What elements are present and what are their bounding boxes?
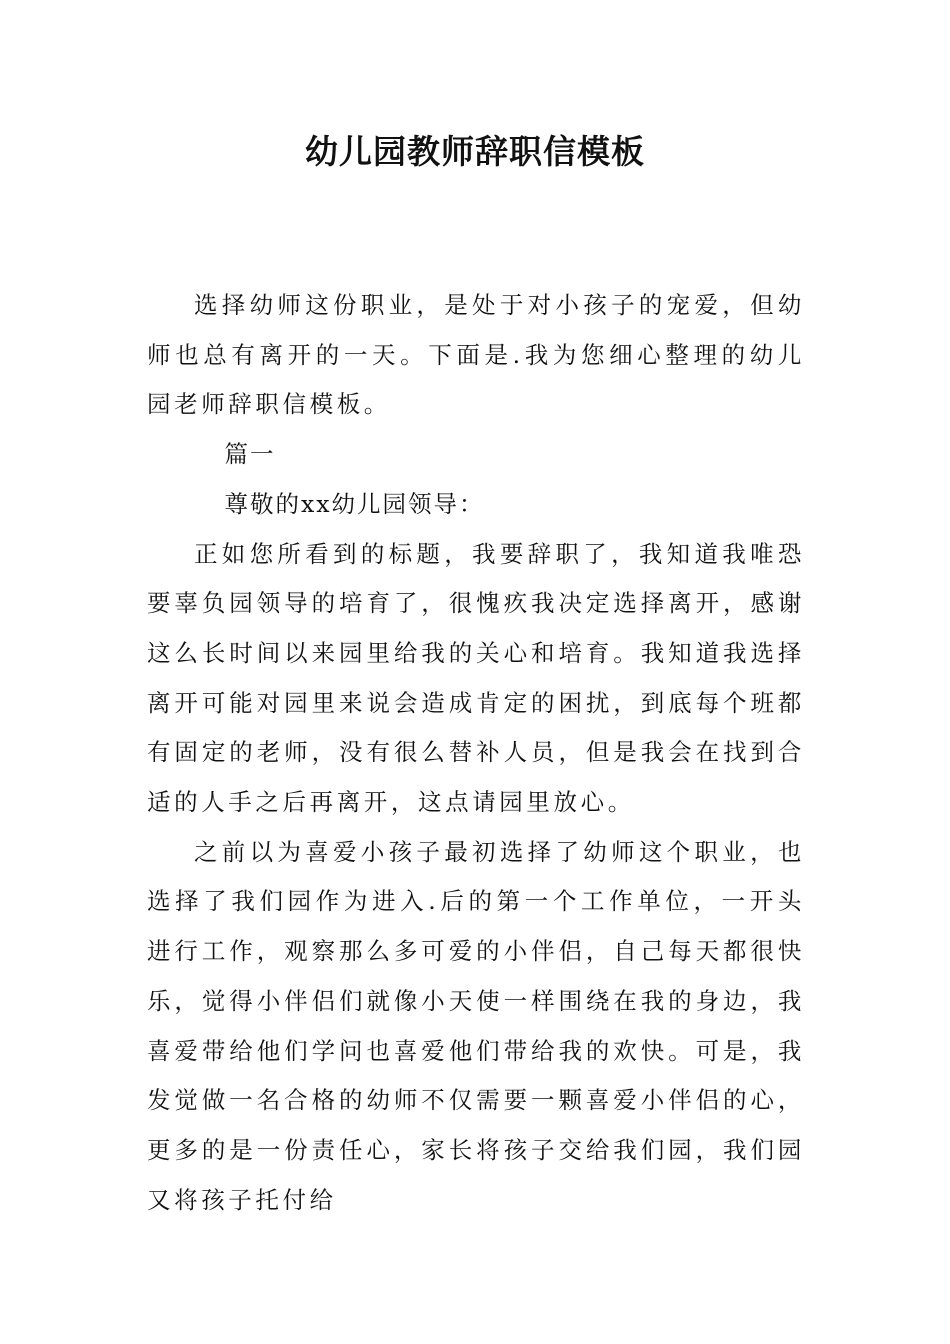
document-title: 幼儿园教师辞职信模板 (305, 132, 645, 171)
body-paragraph-2: 之前以为喜爱小孩子最初选择了幼师这个职业，也选择了我们园作为进入.后的第一个工作单位，一开头进行工作，观察那么多可爱的小伴侣，自己每天都很快乐，觉得小伴侣们就像小天使一样围绕在我的身边，我喜爱带给他们学问也喜爱他们带给我的欢快。可是，我发觉做一名合格的幼师不仅需要一颗喜爱小伴侣的心，更多的是一份责任心，家长将孩子交给我们园，我们园又将孩子托付给 (147, 837, 805, 1214)
intro-paragraph: 选择幼师这份职业，是处于对小孩子的宠爱，但幼师也总有离开的一天。下面是.我为您细心整理的幼儿园老师辞职信模板。 (147, 291, 805, 419)
section-heading: 篇一 (224, 440, 276, 469)
body-paragraph-1: 正如您所看到的标题，我要辞职了，我知道我唯恐要辜负园领导的培育了，很愧疚我决定选择离开，感谢这么长时间以来园里给我的关心和培育。我知道我选择离开可能对园里来说会造成肯定的困扰，到底每个班都有固定的老师，没有很么替补人员，但是我会在找到合适的人手之后再离开，这点请园里放心。 (147, 539, 805, 817)
document-body (147, 281, 805, 1225)
salutation: 尊敬的xx幼儿园领导： (224, 489, 485, 518)
